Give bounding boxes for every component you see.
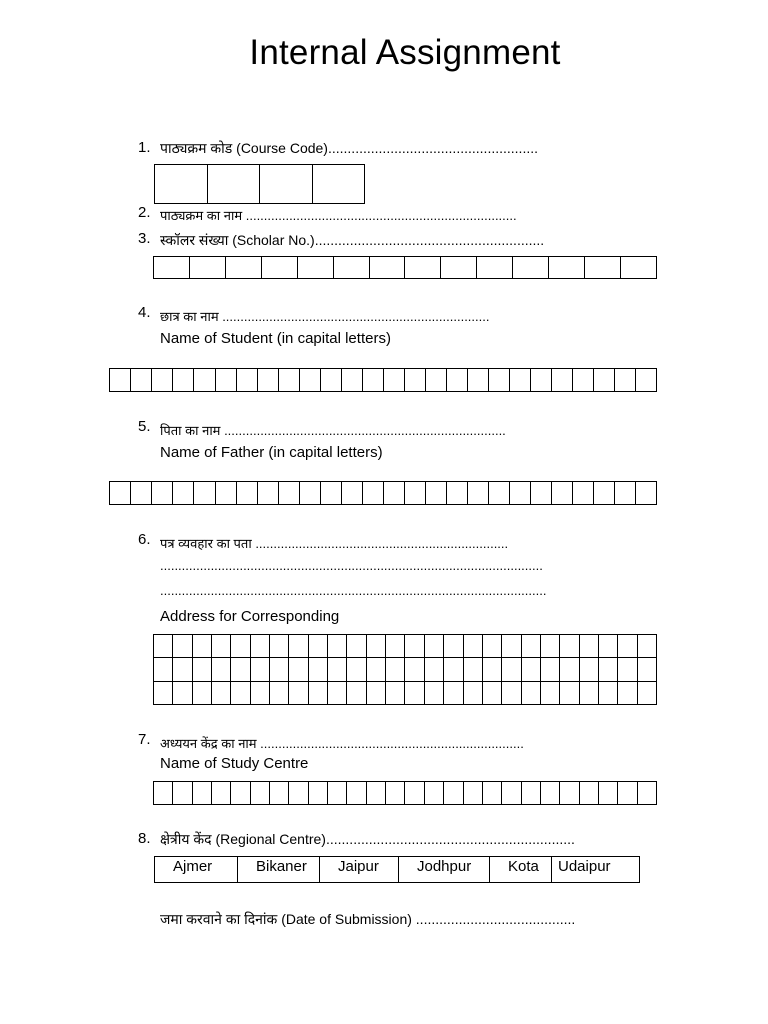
character-box[interactable] [342,482,363,505]
page-title: Internal Assignment [249,33,561,72]
character-box[interactable] [328,658,347,681]
character-box[interactable] [250,658,269,681]
regional-centre-kota[interactable]: Kota [490,857,552,883]
address-dotted-line-2: .......................................................................................................... [160,558,543,573]
character-box[interactable] [231,635,250,658]
character-box[interactable] [131,369,152,392]
character-box[interactable] [531,369,552,392]
character-box[interactable] [212,635,231,658]
character-box[interactable] [521,782,540,805]
character-box[interactable] [289,782,308,805]
character-box[interactable] [560,782,579,805]
character-box[interactable] [615,369,636,392]
character-box[interactable] [585,257,621,279]
character-box[interactable] [598,681,617,704]
character-box[interactable] [333,257,369,279]
character-box[interactable] [521,635,540,658]
regional-centre-jaipur[interactable]: Jaipur [320,857,399,883]
character-box[interactable] [405,257,441,279]
character-box[interactable] [152,369,173,392]
character-box[interactable] [250,681,269,704]
character-box[interactable] [347,782,366,805]
character-box[interactable] [463,658,482,681]
character-box[interactable] [192,635,211,658]
character-box[interactable] [424,635,443,658]
character-box[interactable] [173,369,194,392]
character-box[interactable] [212,681,231,704]
character-box[interactable] [270,681,289,704]
character-box[interactable] [482,782,501,805]
character-box[interactable] [192,658,211,681]
character-box[interactable] [636,369,657,392]
character-box[interactable] [552,369,573,392]
character-box[interactable] [424,658,443,681]
character-box[interactable] [598,782,617,805]
character-box[interactable] [366,681,385,704]
character-box[interactable] [257,369,278,392]
character-box[interactable] [386,782,405,805]
character-box[interactable] [405,782,424,805]
father-name-hindi-label: पिता का नाम .............................................................................. [160,423,506,438]
father-name-boxes-right[interactable] [299,481,657,505]
character-box[interactable] [540,635,559,658]
study-centre-label: Name of Study Centre [160,755,309,772]
address-boxes[interactable] [153,634,657,705]
character-box[interactable] [463,681,482,704]
character-box[interactable] [521,658,540,681]
item-number-8: 8. [138,830,151,847]
character-box[interactable] [270,635,289,658]
character-box[interactable] [110,482,131,505]
character-box[interactable] [308,782,327,805]
character-box[interactable] [405,681,424,704]
item-number-7: 7. [138,731,151,748]
regional-centre-bikaner[interactable]: Bikaner [238,857,320,883]
character-box[interactable] [521,681,540,704]
character-box[interactable] [236,369,257,392]
character-box[interactable] [384,482,405,505]
character-box[interactable] [231,782,250,805]
character-box[interactable] [173,681,192,704]
father-name-label: Name of Father (in capital letters) [160,444,383,461]
character-box[interactable] [573,369,594,392]
character-box[interactable] [260,165,313,204]
character-box[interactable] [321,482,342,505]
character-box[interactable] [312,165,365,204]
character-box[interactable] [131,482,152,505]
character-box[interactable] [594,482,615,505]
character-box[interactable] [173,658,192,681]
character-box[interactable] [424,681,443,704]
character-box[interactable] [215,369,236,392]
character-box[interactable] [347,658,366,681]
character-box[interactable] [173,635,192,658]
character-box[interactable] [531,482,552,505]
character-box[interactable] [386,681,405,704]
character-box[interactable] [225,257,261,279]
character-box[interactable] [207,165,260,204]
character-box[interactable] [231,658,250,681]
character-box[interactable] [278,482,299,505]
character-box[interactable] [270,658,289,681]
character-box[interactable] [192,681,211,704]
character-box[interactable] [300,369,321,392]
character-box[interactable] [579,635,598,658]
character-box[interactable] [328,635,347,658]
course-name-label: पाठ्यक्रम का नाम ........................................................................... [160,208,517,223]
character-box[interactable] [154,782,173,805]
character-box[interactable] [598,658,617,681]
scholar-number-label: स्कॉलर संख्या (Scholar No.)........................................................... [160,232,545,248]
character-box[interactable] [441,257,477,279]
character-box[interactable] [289,635,308,658]
character-box[interactable] [482,681,501,704]
character-box[interactable] [579,681,598,704]
character-box[interactable] [560,681,579,704]
character-box[interactable] [618,635,637,658]
character-box[interactable] [468,369,489,392]
character-box[interactable] [236,482,257,505]
character-box[interactable] [154,635,173,658]
character-box[interactable] [594,369,615,392]
character-box[interactable] [308,635,327,658]
character-box[interactable] [308,658,327,681]
item-number-1: 1. [138,139,151,156]
item-number-3: 3. [138,230,151,247]
character-box[interactable] [363,482,384,505]
character-box[interactable] [618,658,637,681]
character-box[interactable] [502,635,521,658]
character-box[interactable] [502,658,521,681]
character-box[interactable] [192,782,211,805]
regional-centre-ajmer[interactable]: Ajmer [155,857,238,883]
character-box[interactable] [300,482,321,505]
character-box[interactable] [618,782,637,805]
character-box[interactable] [321,369,342,392]
character-box[interactable] [257,482,278,505]
address-label: Address for Corresponding [160,608,340,625]
character-box[interactable] [636,482,657,505]
scholar-number-boxes[interactable] [153,256,657,279]
character-box[interactable] [540,782,559,805]
character-box[interactable] [366,635,385,658]
regional-centre-label: क्षेत्रीय केंद (Regional Centre)................................................................ [160,831,575,847]
character-box[interactable] [573,482,594,505]
character-box[interactable] [510,482,531,505]
father-name-boxes-left[interactable] [109,481,300,505]
character-box[interactable] [110,369,131,392]
item-number-6: 6. [138,531,151,548]
character-box[interactable] [463,635,482,658]
course-code-label: पाठ्यक्रम कोड (Course Code)...................................................... [160,140,539,156]
character-box[interactable] [444,681,463,704]
character-box[interactable] [489,482,510,505]
character-box[interactable] [270,782,289,805]
study-centre-boxes[interactable] [153,781,657,805]
character-box[interactable] [552,482,573,505]
character-box[interactable] [447,369,468,392]
character-box[interactable] [189,257,225,279]
character-box[interactable] [637,658,656,681]
character-box[interactable] [308,681,327,704]
character-box[interactable] [477,257,513,279]
character-box[interactable] [384,369,405,392]
address-dotted-line-3: ........................................................................................................... [160,583,547,598]
character-box[interactable] [154,681,173,704]
character-box[interactable] [278,369,299,392]
character-box[interactable] [540,658,559,681]
character-box[interactable] [444,782,463,805]
character-box[interactable] [212,658,231,681]
course-code-boxes[interactable] [154,164,365,204]
item-number-2: 2. [138,204,151,221]
character-box[interactable] [215,482,236,505]
character-box[interactable] [289,658,308,681]
character-box[interactable] [513,257,549,279]
regional-centre-udaipur[interactable]: Udaipur [552,857,640,883]
character-box[interactable] [152,482,173,505]
character-box[interactable] [194,482,215,505]
character-box[interactable] [297,257,333,279]
character-box[interactable] [502,782,521,805]
character-box[interactable] [405,658,424,681]
character-box[interactable] [289,681,308,704]
student-name-hindi-label: छात्र का नाम .......................................................................... [160,309,490,324]
character-box[interactable] [173,782,192,805]
character-box[interactable] [620,257,656,279]
character-box[interactable] [250,782,269,805]
character-box[interactable] [261,257,297,279]
character-box[interactable] [386,658,405,681]
character-box[interactable] [444,658,463,681]
character-box[interactable] [366,782,385,805]
character-box[interactable] [231,681,250,704]
character-box[interactable] [579,782,598,805]
character-box[interactable] [444,635,463,658]
character-box[interactable] [447,482,468,505]
character-box[interactable] [212,782,231,805]
study-centre-hindi-label: अध्ययन केंद्र का नाम ......................................................................... [160,736,524,751]
student-name-label: Name of Student (in capital letters) [160,330,391,347]
character-box[interactable] [510,369,531,392]
character-box[interactable] [328,782,347,805]
character-box[interactable] [154,658,173,681]
character-box[interactable] [637,681,656,704]
character-box[interactable] [347,635,366,658]
item-number-5: 5. [138,418,151,435]
regional-centre-jodhpur[interactable]: Jodhpur [399,857,490,883]
character-box[interactable] [250,635,269,658]
item-number-4: 4. [138,304,151,321]
character-box[interactable] [540,681,559,704]
character-box[interactable] [579,658,598,681]
character-box[interactable] [618,681,637,704]
character-box[interactable] [342,369,363,392]
character-box[interactable] [549,257,585,279]
character-box[interactable] [502,681,521,704]
character-box[interactable] [482,658,501,681]
character-box[interactable] [328,681,347,704]
character-box[interactable] [405,482,426,505]
character-box[interactable] [560,658,579,681]
regional-centre-options [154,856,640,883]
character-box[interactable] [386,635,405,658]
character-box[interactable] [366,658,385,681]
character-box[interactable] [173,482,194,505]
character-box[interactable] [426,369,447,392]
character-box[interactable] [463,782,482,805]
character-box[interactable] [369,257,405,279]
character-box[interactable] [424,782,443,805]
address-hindi-label: पत्र व्यवहार का पता ...................................................................... [160,536,509,551]
student-name-boxes-right[interactable] [299,368,657,392]
character-box[interactable] [405,635,424,658]
character-box[interactable] [154,257,190,279]
character-box[interactable] [468,482,489,505]
character-box[interactable] [363,369,384,392]
character-box[interactable] [560,635,579,658]
submission-date-label: जमा करवाने का दिनांक (Date of Submission) ......................................... [160,911,576,927]
character-box[interactable] [615,482,636,505]
character-box[interactable] [637,635,656,658]
character-box[interactable] [194,369,215,392]
character-box[interactable] [155,165,208,204]
student-name-boxes-left[interactable] [109,368,300,392]
character-box[interactable] [489,369,510,392]
character-box[interactable] [405,369,426,392]
character-box[interactable] [598,635,617,658]
character-box[interactable] [637,782,656,805]
character-box[interactable] [347,681,366,704]
character-box[interactable] [482,635,501,658]
character-box[interactable] [426,482,447,505]
